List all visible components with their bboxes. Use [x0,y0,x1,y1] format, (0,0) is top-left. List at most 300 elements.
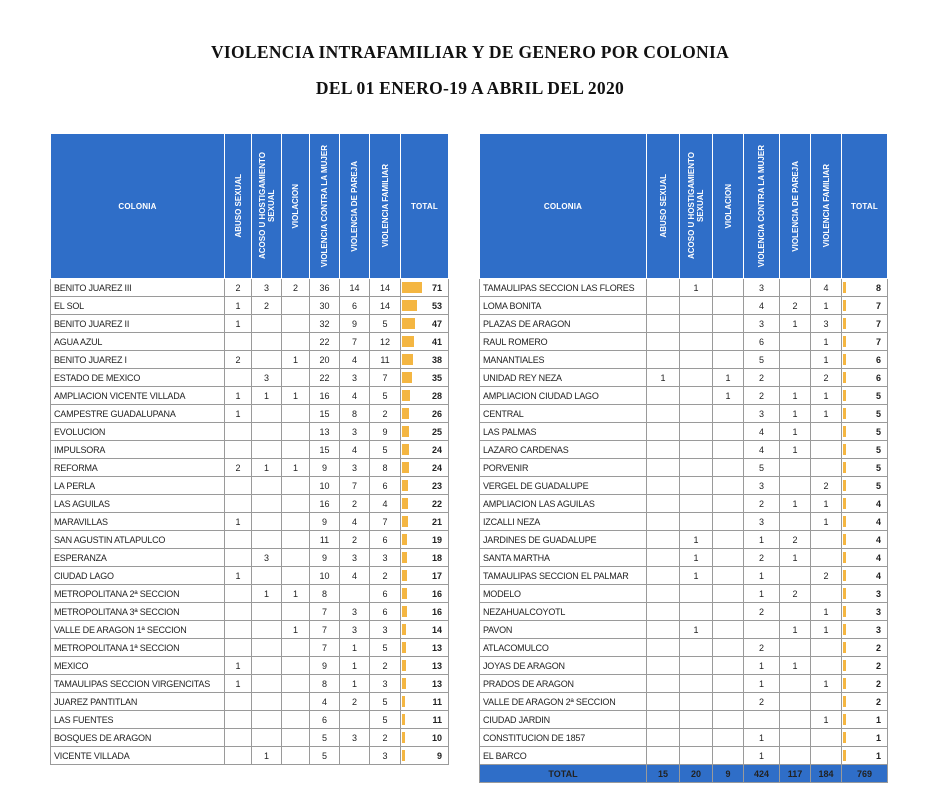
header-violacion-label: VIOLACION [291,183,300,229]
total-value: 5 [875,444,881,455]
total-value: 5 [875,462,881,473]
cell-value [713,657,744,675]
cell-value [811,657,842,675]
cell-value: 7 [370,513,401,531]
cell-value: 5 [370,711,401,729]
cell-value: 1 [744,729,780,747]
cell-value: 7 [340,477,370,495]
cell-value: 4 [340,441,370,459]
cell-colonia: SANTA MARTHA [480,549,647,567]
cell-value [713,459,744,477]
cell-value: 10 [310,477,340,495]
header-familiar-label: VIOLENCIA FAMILIAR [821,164,831,248]
cell-value: 11 [310,531,340,549]
cell-value: 1 [811,495,842,513]
header-mujer-label: VIOLENCIA CONTRA LA MUJER [757,144,766,268]
cell-value [225,531,252,549]
cell-value: 30 [310,297,340,315]
cell-total [842,675,888,693]
cell-value [780,477,811,495]
cell-value [252,567,282,585]
cell-colonia: MANANTIALES [480,351,647,369]
cell-value: 1 [340,657,370,675]
cell-value: 3 [744,279,780,297]
total-value: 19 [431,534,442,545]
cell-total [842,297,888,315]
table-row [480,711,888,729]
cell-value: 9 [370,423,401,441]
cell-value: 5 [744,351,780,369]
cell-colonia: METROPOLITANA 2ª SECCION [51,585,225,603]
table-row [480,621,888,639]
cell-value [680,495,713,513]
cell-value [780,369,811,387]
cell-value: 1 [780,387,811,405]
cell-total [401,459,449,477]
cell-value [680,729,713,747]
cell-value: 7 [340,333,370,351]
cell-value: 1 [811,675,842,693]
cell-colonia: LOMA BONITA [480,297,647,315]
cell-colonia: CIUDAD LAGO [51,567,225,585]
total-value: 7 [875,336,881,347]
total-value: 13 [431,660,442,671]
cell-value: 2 [340,693,370,711]
cell-value: 9 [340,315,370,333]
header-mujer [744,134,780,279]
cell-value: 16 [310,495,340,513]
cell-value: 2 [340,495,370,513]
cell-value: 3 [370,621,401,639]
table-row [480,657,888,675]
cell-colonia: JOYAS DE ARAGON [480,657,647,675]
cell-value: 1 [282,351,310,369]
cell-value: 1 [811,513,842,531]
cell-value: 3 [340,729,370,747]
cell-value: 5 [370,693,401,711]
cell-total [401,423,449,441]
cell-value: 1 [780,621,811,639]
report-subtitle: DEL 01 ENERO-19 A ABRIL DEL 2020 [315,78,625,98]
cell-value: 1 [744,747,780,765]
table-row [51,747,449,765]
cell-value [282,531,310,549]
cell-value [713,495,744,513]
cell-colonia: CENTRAL [480,405,647,423]
cell-value: 2 [370,405,401,423]
header-familiar [811,134,842,279]
cell-value: 1 [680,621,713,639]
total-value: 3 [875,588,881,599]
cell-value: 9 [310,513,340,531]
cell-value: 2 [744,639,780,657]
cell-value: 8 [310,675,340,693]
cell-value [680,369,713,387]
cell-total [842,711,888,729]
cell-value [647,711,680,729]
cell-total [842,351,888,369]
cell-value [252,351,282,369]
cell-value [282,693,310,711]
cell-value [647,441,680,459]
table-row [51,441,449,459]
cell-value: 1 [780,405,811,423]
cell-value: 36 [310,279,340,297]
cell-value [252,729,282,747]
total-value: 21 [431,516,442,527]
cell-value: 1 [811,297,842,315]
total-value: 11 [432,696,442,707]
cell-value: 2 [225,279,252,297]
table-row [51,315,449,333]
total-value: 71 [431,282,442,293]
table-row [51,333,449,351]
cell-value [252,423,282,441]
cell-value [713,405,744,423]
cell-value [713,351,744,369]
cell-value [780,351,811,369]
cell-value: 2 [811,369,842,387]
total-value: 2 [875,678,881,689]
cell-value: 14 [340,279,370,297]
cell-value: 2 [282,279,310,297]
cell-value: 5 [370,387,401,405]
cell-total [401,567,449,585]
cell-value: 2 [370,729,401,747]
cell-value [282,711,310,729]
header-familiar [370,134,401,279]
cell-colonia: BENITO JUAREZ III [51,279,225,297]
cell-value: 2 [780,585,811,603]
cell-total [842,459,888,477]
cell-value: 4 [744,441,780,459]
cell-value [680,657,713,675]
cell-value [713,441,744,459]
cell-colonia: MARAVILLAS [51,513,225,531]
table-row [480,639,888,657]
cell-value: 14 [370,297,401,315]
cell-value: 1 [811,351,842,369]
cell-value: 1 [225,405,252,423]
cell-value [647,477,680,495]
cell-value [647,693,680,711]
header-colonia: COLONIA [480,134,647,279]
cell-value [647,729,680,747]
cell-value [680,351,713,369]
total-value: 18 [431,552,442,563]
total-value: 26 [431,408,442,419]
table-row [480,387,888,405]
cell-value: 2 [780,531,811,549]
table-row [51,729,449,747]
cell-value [282,405,310,423]
cell-value: 2 [370,657,401,675]
cell-value: 2 [744,369,780,387]
cell-value: 2 [252,297,282,315]
cell-value [713,747,744,765]
cell-value: 3 [370,747,401,765]
total-value: 25 [431,426,442,437]
table-row [480,369,888,387]
cell-value [340,747,370,765]
cell-value: 1 [680,531,713,549]
cell-value: 12 [370,333,401,351]
cell-value [680,459,713,477]
cell-value [225,729,252,747]
cell-colonia: VERGEL DE GUADALUPE [480,477,647,495]
table-row [51,603,449,621]
cell-value [680,603,713,621]
cell-value [225,423,252,441]
cell-value [252,333,282,351]
cell-value: 3 [340,603,370,621]
cell-value [647,279,680,297]
cell-total [842,531,888,549]
cell-value [780,693,811,711]
cell-value [780,279,811,297]
cell-value: 2 [744,387,780,405]
table-row [480,675,888,693]
header-abuso [225,134,252,279]
cell-value [713,711,744,729]
cell-value: 2 [744,693,780,711]
table-row [480,297,888,315]
cell-value [680,513,713,531]
table-row [51,675,449,693]
cell-value [252,531,282,549]
header-acoso-label: ACOSO U HOSTIGAMIENTO SEXUAL [687,152,705,260]
cell-total [401,549,449,567]
header-pareja [780,134,811,279]
total-value: 5 [875,480,881,491]
cell-value: 1 [225,567,252,585]
cell-value: 32 [310,315,340,333]
cell-colonia: CAMPESTRE GUADALUPANA [51,405,225,423]
cell-colonia: PORVENIR [480,459,647,477]
table-row [480,405,888,423]
cell-value [811,639,842,657]
table-row [480,333,888,351]
cell-value: 1 [780,423,811,441]
table-row [51,423,449,441]
table-row [480,441,888,459]
cell-value [780,333,811,351]
table-left [50,133,449,765]
cell-value: 1 [225,315,252,333]
cell-colonia: ESTADO DE MEXICO [51,369,225,387]
header-mujer-label: VIOLENCIA CONTRA LA MUJER [320,144,329,268]
cell-value [282,315,310,333]
cell-value [282,369,310,387]
total-value: 16 [431,588,442,599]
table-row [480,693,888,711]
cell-value: 3 [252,369,282,387]
cell-value [713,423,744,441]
cell-total [842,405,888,423]
cell-value: 4 [744,423,780,441]
cell-value [811,459,842,477]
cell-total [842,603,888,621]
cell-total [842,477,888,495]
cell-value: 1 [744,567,780,585]
table-row [480,531,888,549]
cell-value [282,675,310,693]
total-value: 4 [875,534,881,545]
cell-colonia: TAMAULIPAS SECCION VIRGENCITAS [51,675,225,693]
cell-value [780,729,811,747]
cell-total [401,639,449,657]
cell-value: 4 [310,693,340,711]
cell-colonia: TAMAULIPAS SECCION LAS FLORES [480,279,647,297]
table-row [51,657,449,675]
cell-colonia: PLAZAS DE ARAGON [480,315,647,333]
cell-colonia: IMPULSORA [51,441,225,459]
cell-value [282,333,310,351]
cell-total [842,369,888,387]
cell-value [647,657,680,675]
table-row [480,351,888,369]
cell-value [680,297,713,315]
cell-value: 2 [225,459,252,477]
cell-total [842,315,888,333]
table-row [480,549,888,567]
table-row [51,351,449,369]
cell-colonia: LAS FUENTES [51,711,225,729]
cell-value [225,549,252,567]
cell-value [713,531,744,549]
cell-value: 15 [310,441,340,459]
total-value: 13 [431,642,442,653]
table-row [51,693,449,711]
cell-value: 5 [310,729,340,747]
cell-value: 4 [370,495,401,513]
cell-value: 1 [647,369,680,387]
cell-value: 1 [811,333,842,351]
cell-value: 3 [340,459,370,477]
cell-value: 1 [680,549,713,567]
cell-value [680,711,713,729]
cell-total [401,729,449,747]
cell-value [713,477,744,495]
cell-value [647,387,680,405]
cell-colonia: VICENTE VILLADA [51,747,225,765]
cell-total [401,351,449,369]
table-row [51,387,449,405]
header-acoso [680,134,713,279]
cell-value [780,513,811,531]
cell-value: 2 [225,351,252,369]
cell-value [252,639,282,657]
cell-total [401,297,449,315]
table-row [51,477,449,495]
table-row [51,405,449,423]
table-right [479,133,888,783]
cell-total [401,279,449,297]
cell-colonia: VALLE DE ARAGON 2ª SECCION [480,693,647,711]
cell-colonia: VALLE DE ARAGON 1ª SECCION [51,621,225,639]
cell-value: 9 [310,657,340,675]
cell-total [401,747,449,765]
cell-value: 2 [780,297,811,315]
total-value: 4 [875,498,881,509]
cell-total [842,747,888,765]
cell-colonia: AMPLIACION LAS AGUILAS [480,495,647,513]
cell-value [713,333,744,351]
cell-value [225,495,252,513]
cell-value [647,297,680,315]
total-value: 2 [875,642,881,653]
total-value: 6 [875,372,881,383]
cell-value [340,585,370,603]
cell-value [744,621,780,639]
cell-value [225,603,252,621]
cell-total [842,639,888,657]
header-colonia: COLONIA [51,134,225,279]
cell-value: 7 [310,639,340,657]
cell-colonia: BOSQUES DE ARAGON [51,729,225,747]
cell-value [713,675,744,693]
cell-value: 1 [340,639,370,657]
cell-value: 1 [252,585,282,603]
cell-value [225,621,252,639]
cell-value: 1 [744,675,780,693]
cell-value: 2 [340,531,370,549]
total-value: 24 [431,444,442,455]
cell-value: 2 [370,567,401,585]
table-row [480,585,888,603]
cell-value [647,639,680,657]
cell-value [713,549,744,567]
cell-value: 6 [744,333,780,351]
total-value: 10 [431,732,442,743]
cell-value [647,675,680,693]
cell-value: 1 [780,657,811,675]
cell-value: 1 [680,567,713,585]
table-row [480,423,888,441]
cell-value [225,693,252,711]
cell-value [680,387,713,405]
cell-value: 1 [811,621,842,639]
cell-value [252,441,282,459]
total-value: 8 [875,282,881,293]
totals-value: 117 [780,765,811,783]
cell-value [811,585,842,603]
report-title: VIOLENCIA INTRAFAMILIAR Y DE GENERO POR COLONIA [210,42,730,62]
cell-total [842,549,888,567]
total-value: 14 [431,624,442,635]
cell-value: 4 [340,351,370,369]
cell-colonia: REFORMA [51,459,225,477]
table-row [51,621,449,639]
cell-colonia: LAS AGUILAS [51,495,225,513]
cell-colonia: EVOLUCION [51,423,225,441]
table-row [51,585,449,603]
cell-colonia: AGUA AZUL [51,333,225,351]
cell-colonia: SAN AGUSTIN ATLAPULCO [51,531,225,549]
table-row [480,279,888,297]
total-value: 1 [875,750,881,761]
cell-value [680,333,713,351]
header-familiar-label: VIOLENCIA FAMILIAR [380,164,390,248]
cell-value [647,405,680,423]
header-pareja-label: VIOLENCIA DE PAREJA [350,160,359,252]
cell-value: 20 [310,351,340,369]
total-value: 5 [875,426,881,437]
cell-value [780,639,811,657]
cell-value [680,477,713,495]
table-row [51,297,449,315]
cell-value [252,405,282,423]
